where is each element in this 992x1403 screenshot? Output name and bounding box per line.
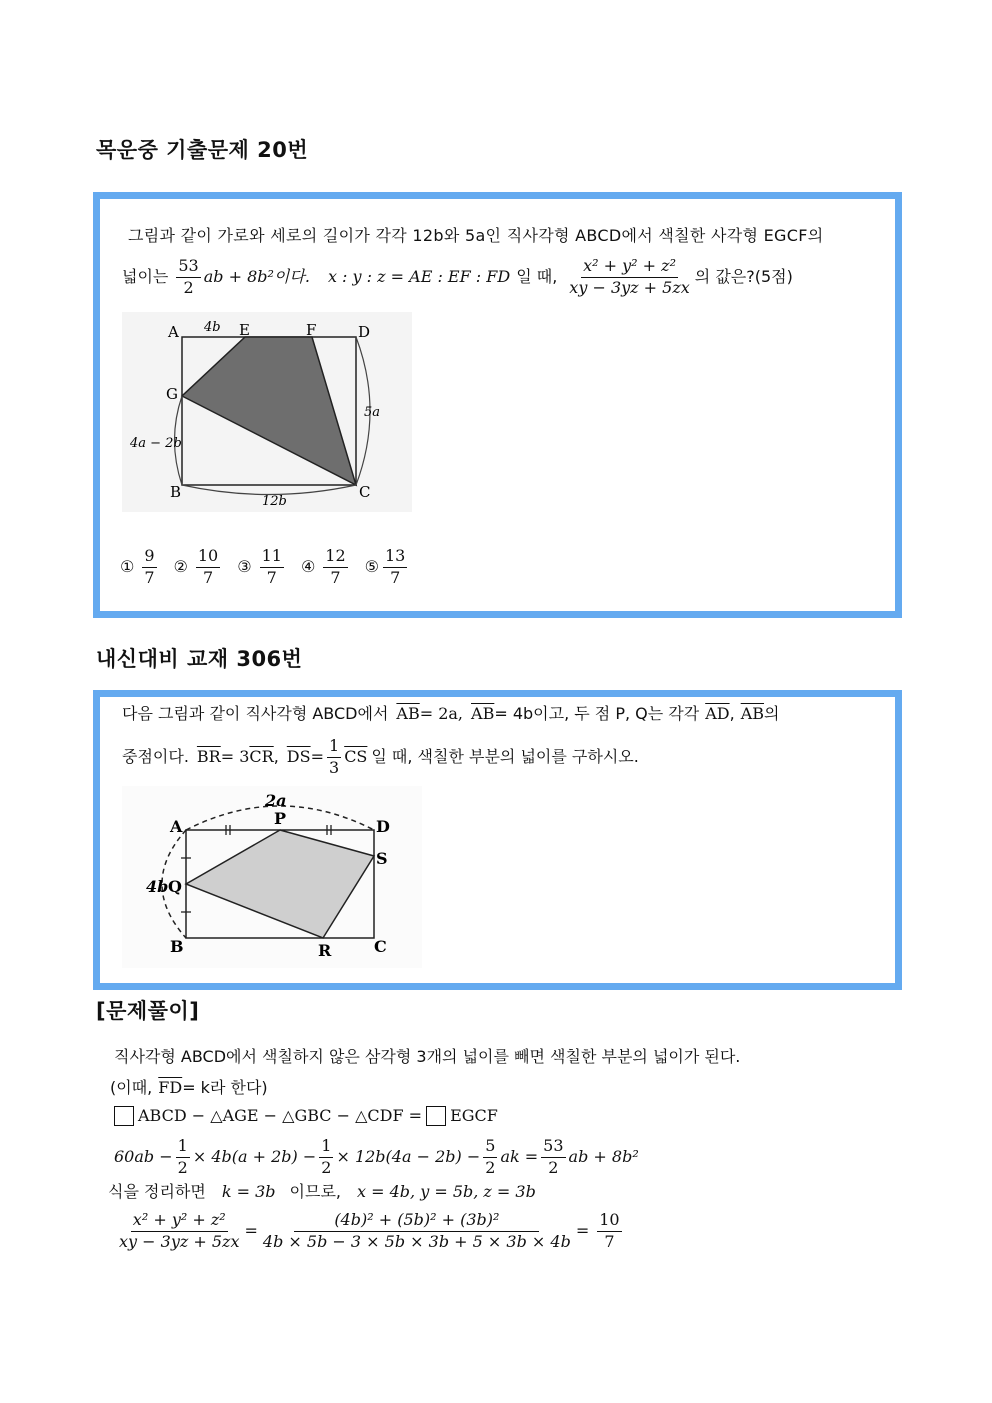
problem1-line1: 그림과 같이 가로와 세로의 길이가 각각 12b와 5a인 직사각형 ABCD에서 색칠한 사각형 EGCF의 <box>128 226 824 245</box>
label-F: F <box>306 321 317 339</box>
solution-line1: 직사각형 ABCD에서 색칠하지 않은 삼각형 3개의 넓이를 빼면 색칠한 부분의 넓이가 된다. <box>114 1047 741 1066</box>
label-A: A <box>168 323 179 341</box>
label-P: P <box>274 809 287 828</box>
solution-line3: ABCD − △AGE − △GBC − △CDF = EGCF <box>114 1106 498 1126</box>
problem1-line2 <box>122 258 793 297</box>
solution-title: [문제풀이] <box>96 999 200 1023</box>
choices-row <box>120 548 424 587</box>
label-D: D <box>358 323 371 341</box>
label-left: 4a − 2b <box>130 436 182 451</box>
label-B: B <box>170 483 182 501</box>
square-symbol-2 <box>426 1106 446 1126</box>
label-bottom: 12b <box>262 494 287 509</box>
label-A2: A <box>170 817 183 836</box>
choice-2[interactable]: ② $\frac{10}{7}$ <box>173 546 219 587</box>
problem2-line2: 중점이다. $\overline{BR}$ = 3 $\overline{CR}$ , $\overline{DS}$ = $\frac{1}{3}$ $\overline{CS}$ 일 때, 색칠한 부분의 넓이를 구하시오. <box>122 736 639 777</box>
ratio-when: 일 때, <box>516 267 558 287</box>
label-E: E <box>239 321 250 339</box>
section-title-2: 내신대비 교재 306번 <box>96 647 303 671</box>
label-4b: 4b <box>146 877 169 896</box>
label-right: 5a <box>364 405 381 420</box>
question-tail: 의 값은?(5점) <box>694 267 793 287</box>
solution-line2: (이때, $\overline{FD}$ = k라 한다) <box>110 1078 268 1097</box>
problem1-area-prefix: 넓이는 <box>122 267 169 287</box>
label-S: S <box>376 849 388 868</box>
label-top: 4b <box>204 320 221 335</box>
expression-fraction: $\frac{\text{x² + y² + z²}}{xy - 3yz + 5zx}$ <box>569 256 690 297</box>
label-C: C <box>359 483 371 501</box>
label-D2: D <box>376 817 390 836</box>
figure-rectangle-egcf <box>122 312 412 512</box>
square-symbol-1 <box>114 1106 134 1126</box>
label-C2: C <box>374 937 387 956</box>
label-B2: B <box>170 937 184 956</box>
solution-final: $\frac{\text{x² + y² + z²}}{xy - 3yz + 5zx}$ = $\frac{\text{(4b)² + (5b)² + (3b)²}}{4b \times 5b - 3 \times 5b \times 3b + 5 \times 3b \times 4b}$ = $\frac{10}{7}$ <box>119 1210 620 1251</box>
choice-1[interactable]: ① $\frac{9}{7}$ <box>120 546 155 587</box>
label-Q: Q <box>168 877 182 896</box>
choice-5[interactable]: ⑤ $\frac{13}{7}$ <box>364 546 406 587</box>
choice-3[interactable]: ③ $\frac{11}{7}$ <box>237 546 282 587</box>
area-fraction: $\frac{53}{2}$ <box>178 256 199 297</box>
label-2a: 2a <box>265 791 287 810</box>
problem2-line1: 다음 그림과 같이 직사각형 ABCD에서 $\overline{AB}$ = 2a, $\overline{AB}$ = 4b이고, 두 점 P, Q는 각각 $\overline{AD}$ , $\overline{AB}$ 의 <box>122 704 780 723</box>
section-title-1: 목운중 기출문제 20번 <box>96 138 309 162</box>
label-G: G <box>166 385 178 403</box>
solution-line4: 60ab − $\frac{1}{2}$ × 4b(a + 2b) − $\frac{1}{2}$ × 12b(4a − 2b) − $\frac{5}{2}$ ak = $\frac{53}{2}$ ab + 8b² <box>114 1136 639 1177</box>
ratio-expression: x : y : z = AE : EF : FD <box>327 267 511 287</box>
choice-4[interactable]: ④ $\frac{12}{7}$ <box>300 546 346 587</box>
solution-line5: 식을 정리하면 k = 3b 이므로, x = 4b, y = 5b, z = 3b <box>108 1182 536 1201</box>
label-R: R <box>318 941 332 960</box>
figure-rectangle-pqrs <box>122 786 422 968</box>
area-tail: ab + 8b²이다. <box>203 267 310 287</box>
